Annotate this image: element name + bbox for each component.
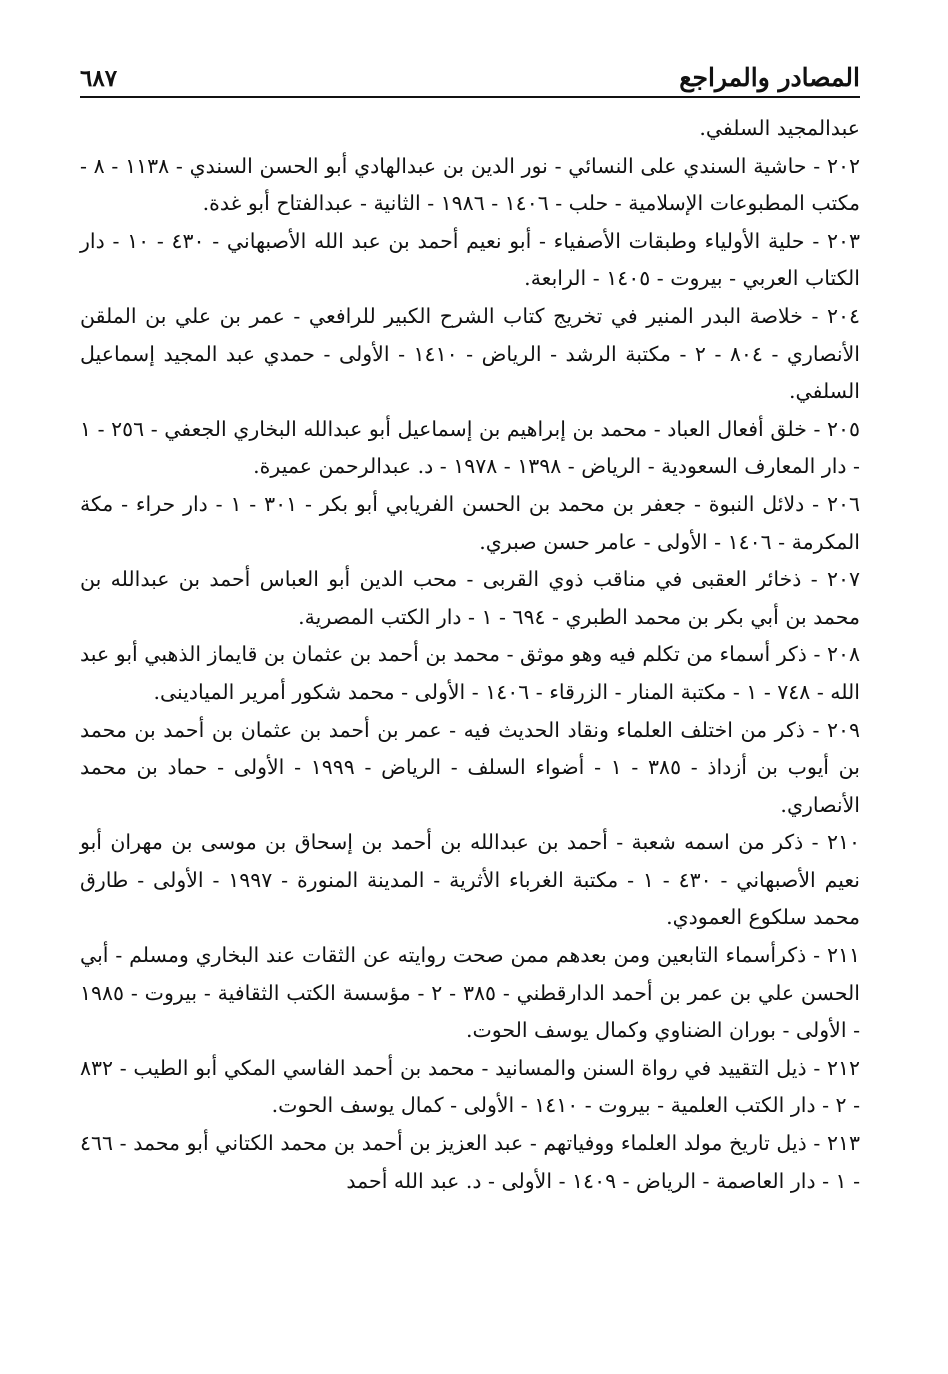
bibliography-list xyxy=(80,110,860,1200)
bibliography-entry-210: ٢١٠ - ذكر من اسمه شعبة - أحمد بن عبدالله بن أحمد بن إسحاق بن موسى بن مهران أبو نعيم الأصبهاني - ٤٣٠ - ١ - مكتبة الغرباء الأثرية - المدينة المنورة - ١٩٩٧ - الأولى - طارق محمد سلكوع العمودي. xyxy=(80,830,861,930)
bibliography-entry-204: ٢٠٤ - خلاصة البدر المنير في تخريج كتاب الشرح الكبير للرافعي - عمر بن علي بن الملقن الأنصاري - ٨٠٤ - ٢ - مكتبة الرشد - الرياض - ١٤١٠ - الأولى - حمدي عبد المجيد إسماعيل السلفي. xyxy=(80,303,860,404)
bibliography-entry-212: ٢١٢ - ذيل التقييد في رواة السنن والمسانيد - محمد بن أحمد الفاسي المكي أبو الطيب - ٨٣٢ - ٢ - دار الكتب العلمية - بيروت - ١٤١٠ - الأولى - كمال يوسف الحوت. xyxy=(80,1055,860,1118)
page xyxy=(80,50,860,1200)
running-title: المصادر والمراجع xyxy=(679,63,860,92)
bibliography-entry-203: ٢٠٣ - حلية الأولياء وطبقات الأصفياء - أبو نعيم أحمد بن عبد الله الأصبهاني - ٤٣٠ - ١٠ - دار الكتاب العربي - بيروت - ١٤٠٥ - الرابعة. xyxy=(80,228,861,291)
bibliography-entry-213: ٢١٣ - ذيل تاريخ مولد العلماء ووفياتهم - عبد العزيز بن أحمد بن محمد الكتاني أبو محمد - ٤٦٦ - ١ - دار العاصمة - الرياض - ١٤٠٩ - الأولى - د. عبد الله أحمد xyxy=(80,1131,860,1193)
page-number: ٦٨٧ xyxy=(80,65,118,92)
bibliography-entry-211: ٢١١ - ذكرأسماء التابعين ومن بعدهم ممن صحت روايته عن الثقات عند البخاري ومسلم - أبي الحسن علي بن عمر بن أحمد الدارقطني - ٣٨٥ - ٢ - مؤسسة الكتب الثقافية - بيروت - ١٩٨٥ - الأولى - بوران الضناوي وكمال يوسف الحوت. xyxy=(80,943,861,1043)
bibliography-entry-209: ٢٠٩ - ذكر من اختلف العلماء ونقاد الحديث فيه - عمر بن أحمد بن عثمان بن أحمد بن محمد بن أيوب بن أزداذ - ٣٨٥ - ١ - أضواء السلف - الرياض - ١٩٩٩ - الأولى - حماد بن محمد الأنصاري. xyxy=(80,717,860,817)
bibliography-entry-208: ٢٠٨ - ذكر أسماء من تكلم فيه وهو موثق - محمد بن أحمد بن عثمان بن قايماز الذهبي أبو عبد الله - ٧٤٨ - ١ - مكتبة المنار - الزرقاء - ١٤٠٦ - الأولى - محمد شكور أمرير الميادينى. xyxy=(80,642,860,704)
page-header xyxy=(80,50,860,98)
continuation-line: عبدالمجيد السلفي. xyxy=(699,116,860,140)
bibliography-entry-207: ٢٠٧ - ذخائر العقبى في مناقب ذوي القربى - محب الدين أبو العباس أحمد بن عبدالله بن محمد بن أبي بكر بن محمد الطبري - ٦٩٤ - ١ - دار الكتب المصرية. xyxy=(80,567,860,629)
bibliography-entry-202: ٢٠٢ - حاشية السندي على النسائي - نور الدين بن عبدالهادي أبو الحسن السندي - ١١٣٨ - ٨ - مكتب المطبوعات الإسلامية - حلب - ١٤٠٦ - ١٩٨٦ - الثانية - عبدالفتاح أبو غدة. xyxy=(80,153,860,216)
bibliography-entry-206: ٢٠٦ - دلائل النبوة - جعفر بن محمد بن الحسن الفريابي أبو بكر - ٣٠١ - ١ - دار حراء - مكة المكرمة - ١٤٠٦ - الأولى - عامر حسن صبري. xyxy=(80,491,860,554)
bibliography-entry-205: ٢٠٥ - خلق أفعال العباد - محمد بن إبراهيم بن إسماعيل أبو عبدالله البخاري الجعفي - ٢٥٦ - ١ - دار المعارف السعودية - الرياض - ١٣٩٨ - ١٩٧٨ - د. عبدالرحمن عميرة. xyxy=(80,416,860,479)
